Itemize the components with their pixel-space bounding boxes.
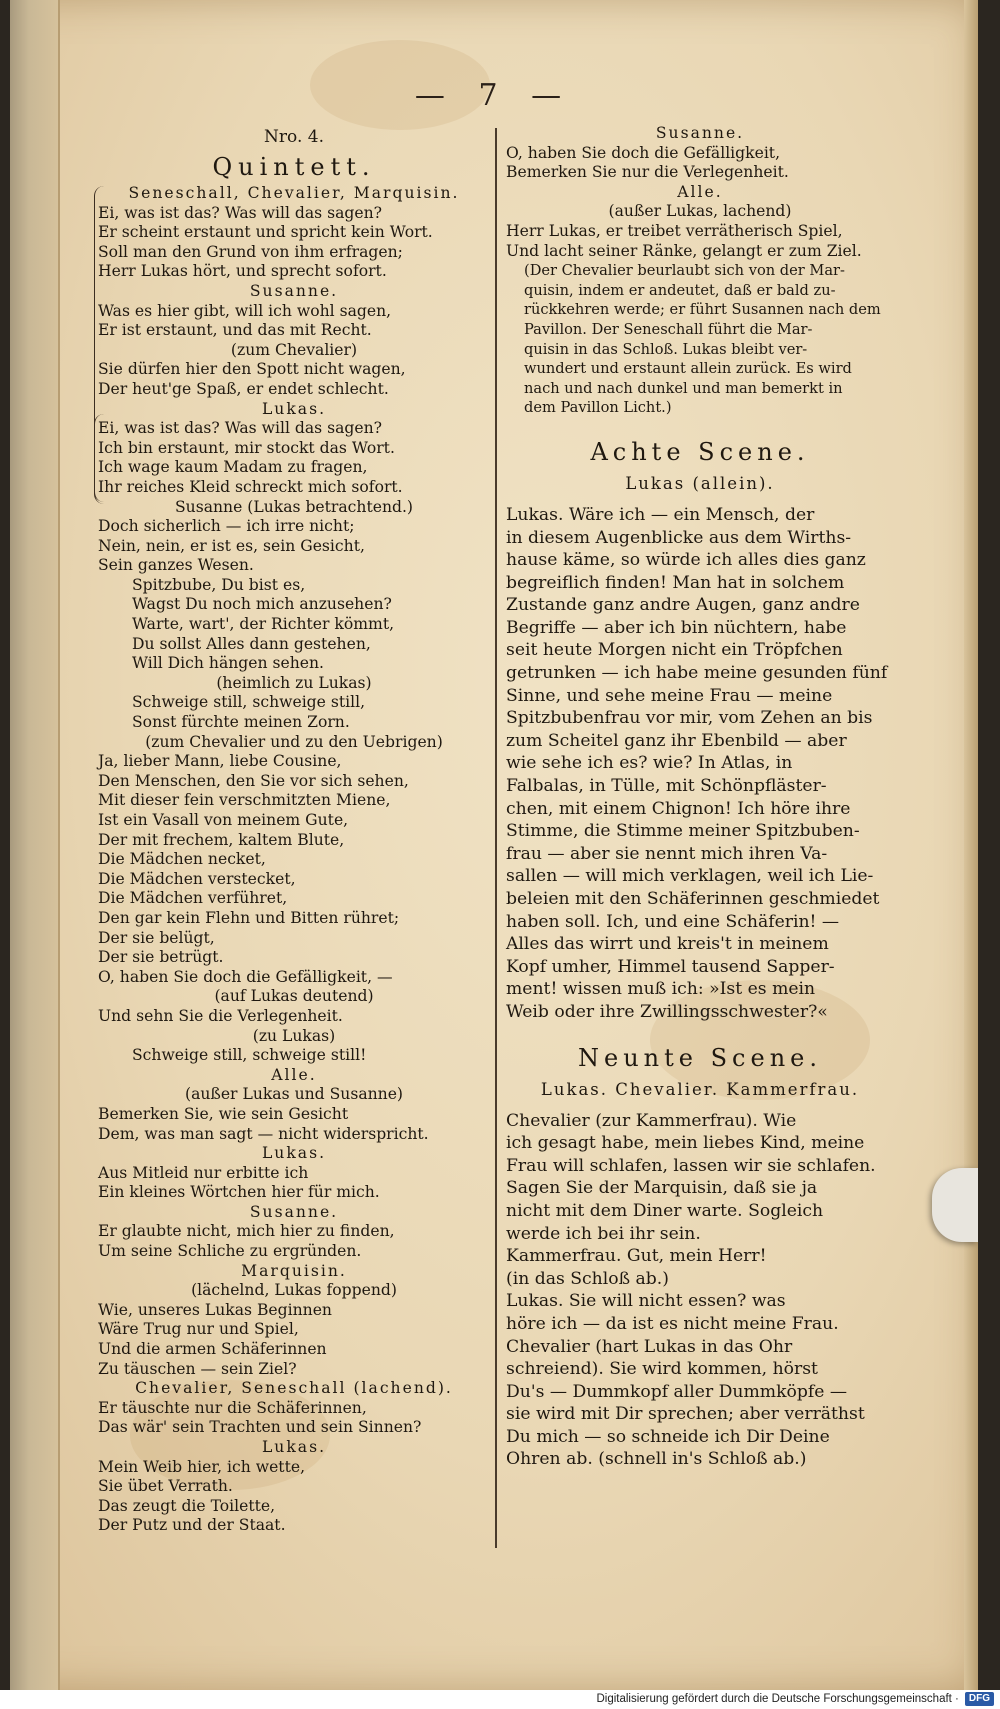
text-line: Lukas. [261, 399, 327, 418]
quintet-text [98, 184, 490, 1536]
text-line: Herr Lukas hört, und sprecht sofort. [98, 262, 387, 281]
text-line: rückkehren werde; er führt Susannen nach dem [524, 301, 881, 319]
text-line: nicht mit dem Diner warte. Sogleich [506, 1200, 824, 1221]
scene-9-title: Neunte Scene. [578, 1043, 822, 1072]
quintet-continuation [506, 124, 894, 261]
text-line: Lukas. Sie will nicht essen? was [506, 1291, 786, 1312]
text-line: (zum Chevalier und zu den Uebrigen) [145, 732, 443, 751]
text-line: Mein Weib hier, ich wette, [98, 1457, 306, 1476]
text-line: O, haben Sie doch die Gefälligkeit, [506, 143, 781, 162]
binding-spine [10, 0, 60, 1690]
text-line: Zu täuschen — sein Ziel? [98, 1359, 297, 1378]
text-line: Seneschall, Chevalier, Marquisin. [128, 184, 460, 202]
scene-8-title: Achte Scene. [590, 437, 810, 466]
text-line: Kopf umher, Himmel tausend Sapper- [506, 956, 835, 977]
text-line: Der heut'ge Spaß, er endet schlecht. [98, 379, 389, 398]
text-line: Sinne, und sehe meine Frau — meine [506, 685, 833, 706]
page-edge [964, 0, 978, 1690]
text-line: Herr Lukas, er treibet verrätherisch Spiel, [506, 221, 843, 240]
page-number: — 7 — [414, 78, 574, 113]
text-line: Ja, lieber Mann, liebe Cousine, [98, 752, 342, 771]
text-line: Du's — Dummkopf aller Dummköpfe — [506, 1381, 848, 1402]
text-line: Chevalier, Seneschall (lachend). [135, 1379, 453, 1398]
text-line: Wäre Trug nur und Spiel, [98, 1320, 299, 1339]
text-line: Sonst fürchte meinen Zorn. [132, 713, 350, 732]
column-divider [495, 128, 497, 1548]
text-line: Alle. [677, 182, 723, 201]
text-line: höre ich — da ist es nicht meine Frau. [506, 1313, 839, 1334]
text-line: Stimme, die Stimme meiner Spitzbuben- [506, 821, 860, 842]
text-line: Sagen Sie der Marquisin, daß sie ja [506, 1178, 818, 1199]
text-line: Schweige still, schweige still, [132, 693, 366, 712]
text-line: Sein ganzes Wesen. [98, 556, 254, 575]
text-line: Dem, was man sagt — nicht widerspricht. [98, 1124, 429, 1143]
text-line: Frau will schlafen, lassen wir sie schlafen. [506, 1155, 876, 1176]
text-line: Nein, nein, er ist es, sein Gesicht, [98, 536, 365, 555]
scene-9-text [506, 1110, 894, 1472]
text-line: chen, mit einem Chignon! Ich höre ihre [506, 798, 851, 819]
text-line: (außer Lukas und Susanne) [184, 1085, 404, 1104]
text-line: (lächelnd, Lukas foppend) [191, 1281, 397, 1300]
text-line: Pavillon. Der Seneschall führt die Mar- [524, 320, 813, 338]
text-line: Ei, was ist das? Was will das sagen? [98, 203, 383, 222]
text-line: sie wird mit Dir sprechen; aber verräthst [506, 1404, 865, 1425]
text-line: Bemerken Sie nur die Verlegenheit. [506, 163, 789, 182]
text-line: in diesem Augenblicke aus dem Wirths- [506, 527, 852, 548]
text-line: Und die armen Schäferinnen [98, 1340, 327, 1359]
text-line: Die Mädchen verstecket, [98, 869, 296, 888]
stage-direction [506, 261, 894, 418]
section-title: Quintett. [212, 153, 376, 181]
text-line: Der sie betrügt. [98, 948, 224, 967]
text-line: Du mich — so schneide ich Dir Deine [506, 1426, 830, 1447]
text-line: nach und nach dunkel und man bemerkt in [524, 379, 843, 397]
text-line: frau — aber sie nennt mich ihren Va- [506, 843, 828, 864]
text-line: Ein kleines Wörtchen hier für mich. [98, 1183, 380, 1202]
text-line: Ist ein Vasall von meinem Gute, [98, 811, 349, 829]
text-line: Lukas. Wäre ich — ein Mensch, der [506, 504, 815, 525]
text-line: Und sehn Sie die Verlegenheit. [98, 1006, 343, 1025]
text-line: Er glaubte nicht, mich hier zu finden, [98, 1222, 395, 1241]
text-line: quisin in das Schloß. Lukas bleibt ver- [524, 340, 808, 358]
text-line: (in das Schloß ab.) [506, 1268, 669, 1289]
dfg-logo: DFG [965, 1692, 994, 1706]
text-line: (Der Chevalier beurlaubt sich von der Mar- [524, 262, 845, 280]
footer-credit: Digitalisierung gefördert durch die Deutsche Forschungsgemeinschaft · [596, 1693, 959, 1705]
text-line: (heimlich zu Lukas) [216, 673, 372, 692]
text-line: Kammerfrau. Gut, mein Herr! [506, 1246, 767, 1267]
text-line: Was es hier gibt, will ich wohl sagen, [98, 301, 392, 320]
text-line: Den gar kein Flehn und Bitten rühret; [98, 908, 400, 927]
text-line: Zustande ganz andre Augen, ganz andre [506, 595, 860, 616]
text-line: Und lacht seiner Ränke, gelangt er zum Ziel. [506, 241, 862, 260]
text-line: Sie übet Verrath. [98, 1477, 233, 1496]
text-line: Spitzbubenfrau vor mir, vom Zehen an bis [506, 708, 873, 729]
text-line: Alle. [271, 1065, 317, 1084]
text-line: Susanne (Lukas betrachtend.) [174, 497, 414, 516]
text-line: wundert und erstaunt allein zurück. Es wird [524, 360, 852, 378]
text-line: Ihr reiches Kleid schreckt mich sofort. [98, 477, 403, 496]
text-line: begreiflich finden! Man hat in solchem [506, 572, 845, 593]
number-heading: Nro. 4. [264, 127, 324, 147]
text-line: Das wär' sein Trachten und sein Sinnen? [98, 1418, 422, 1437]
text-line: wie sehe ich es? wie? In Atlas, in [506, 753, 793, 774]
text-line: Ich wage kaum Madam zu fragen, [98, 458, 368, 477]
text-line: ich gesagt habe, mein liebes Kind, meine [506, 1133, 865, 1154]
text-line: beleien mit den Schäferinnen geschmiedet [506, 889, 880, 909]
text-line: Weib oder ihre Zwillingsschwester?« [506, 1001, 828, 1022]
right-column [506, 124, 894, 1471]
text-line: Ich bin erstaunt, mir stockt das Wort. [98, 438, 395, 457]
text-line: Den Menschen, den Sie vor sich sehen, [98, 771, 409, 790]
text-line: Um seine Schliche zu ergründen. [98, 1242, 362, 1261]
text-line: Susanne. [249, 281, 339, 300]
text-line: Die Mädchen verführet, [98, 889, 288, 908]
text-line: Doch sicherlich — ich irre nicht; [98, 517, 355, 536]
text-line: Lukas. [261, 1438, 327, 1456]
text-line: O, haben Sie doch die Gefälligkeit, — [98, 967, 393, 986]
text-line: Warte, wart', der Richter kömmt, [132, 615, 395, 634]
text-line: Lukas. [261, 1144, 327, 1163]
text-line: Er scheint erstaunt und spricht kein Wort. [98, 223, 433, 242]
text-line: Falbalas, in Tülle, mit Schönpfläster- [506, 776, 827, 797]
text-line: Soll man den Grund von ihm erfragen; [98, 242, 403, 261]
text-line: seit heute Morgen nicht ein Tröpfchen [506, 640, 843, 661]
text-line: Der Putz und der Staat. [98, 1516, 286, 1535]
text-line: (zu Lukas) [252, 1026, 336, 1045]
text-line: Du sollst Alles dann gestehen, [132, 634, 371, 653]
text-line: schreiend). Sie wird kommen, hörst [506, 1359, 818, 1380]
text-line: (auf Lukas deutend) [214, 987, 374, 1006]
text-line: Bemerken Sie, wie sein Gesicht [98, 1104, 349, 1123]
scene-9-characters: Lukas. Chevalier. Kammerfrau. [540, 1079, 860, 1099]
text-line: Der mit frechem, kaltem Blute, [98, 830, 345, 849]
text-line: Chevalier (zur Kammerfrau). Wie [506, 1110, 797, 1131]
text-line: zum Scheitel ganz ihr Ebenbild — aber [506, 730, 847, 751]
text-line: (außer Lukas, lachend) [608, 202, 792, 221]
text-line: Er täuschte nur die Schäferinnen, [98, 1398, 367, 1417]
text-line: hause käme, so würde ich alles dies ganz [506, 550, 866, 571]
text-line: Mit dieser fein verschmitzten Miene, [98, 791, 391, 810]
text-line: getrunken — ich habe meine gesunden fünf [506, 663, 888, 684]
text-line: Ohren ab. (schnell in's Schloß ab.) [506, 1449, 807, 1470]
text-line: Das zeugt die Toilette, [98, 1496, 276, 1515]
text-line: (zum Chevalier) [230, 340, 358, 359]
text-line: ment! wissen muß ich: »Ist es mein [506, 979, 816, 1000]
left-column [98, 124, 490, 1536]
text-line: Aus Mitleid nur erbitte ich [98, 1163, 309, 1182]
scene-8-characters: Lukas (allein). [625, 473, 775, 493]
text-line: Will Dich hängen sehen. [132, 654, 324, 673]
text-line: Spitzbube, Du bist es, [132, 575, 306, 594]
text-line: Schweige still, schweige still! [132, 1046, 367, 1065]
text-line: Wie, unseres Lukas Beginnen [98, 1300, 332, 1319]
text-line: Der sie belügt, [98, 928, 215, 947]
scene-8-text [506, 504, 894, 1024]
text-line: quisin, indem er andeutet, daß er bald zu- [524, 281, 836, 299]
text-line: Er ist erstaunt, und das mit Recht. [98, 321, 372, 340]
document-page [10, 0, 978, 1690]
text-line: Wagst Du noch mich anzusehen? [132, 595, 392, 614]
text-line: Begriffe — aber ich bin nüchtern, habe [506, 617, 847, 638]
page-tab-marker [932, 1168, 978, 1242]
text-line: Marquisin. [241, 1261, 347, 1280]
text-line: dem Pavillon Licht.) [524, 399, 672, 417]
text-line: Susanne. [655, 124, 745, 142]
text-line: Alles das wirrt und kreis't in meinem [506, 934, 829, 955]
text-line: Susanne. [249, 1202, 339, 1221]
text-line: Die Mädchen necket, [98, 850, 266, 869]
text-line: Chevalier (hart Lukas in das Ohr [506, 1336, 793, 1357]
text-line: haben soll. Ich, und eine Schäferin! — [506, 911, 840, 932]
footer-bar [0, 1690, 1000, 1709]
text-line: sallen — will mich verklagen, weil ich Lie- [506, 866, 874, 887]
text-line: Sie dürfen hier den Spott nicht wagen, [98, 360, 406, 379]
text-line: werde ich bei ihr sein. [506, 1223, 701, 1244]
text-line: Ei, was ist das? Was will das sagen? [98, 419, 383, 438]
